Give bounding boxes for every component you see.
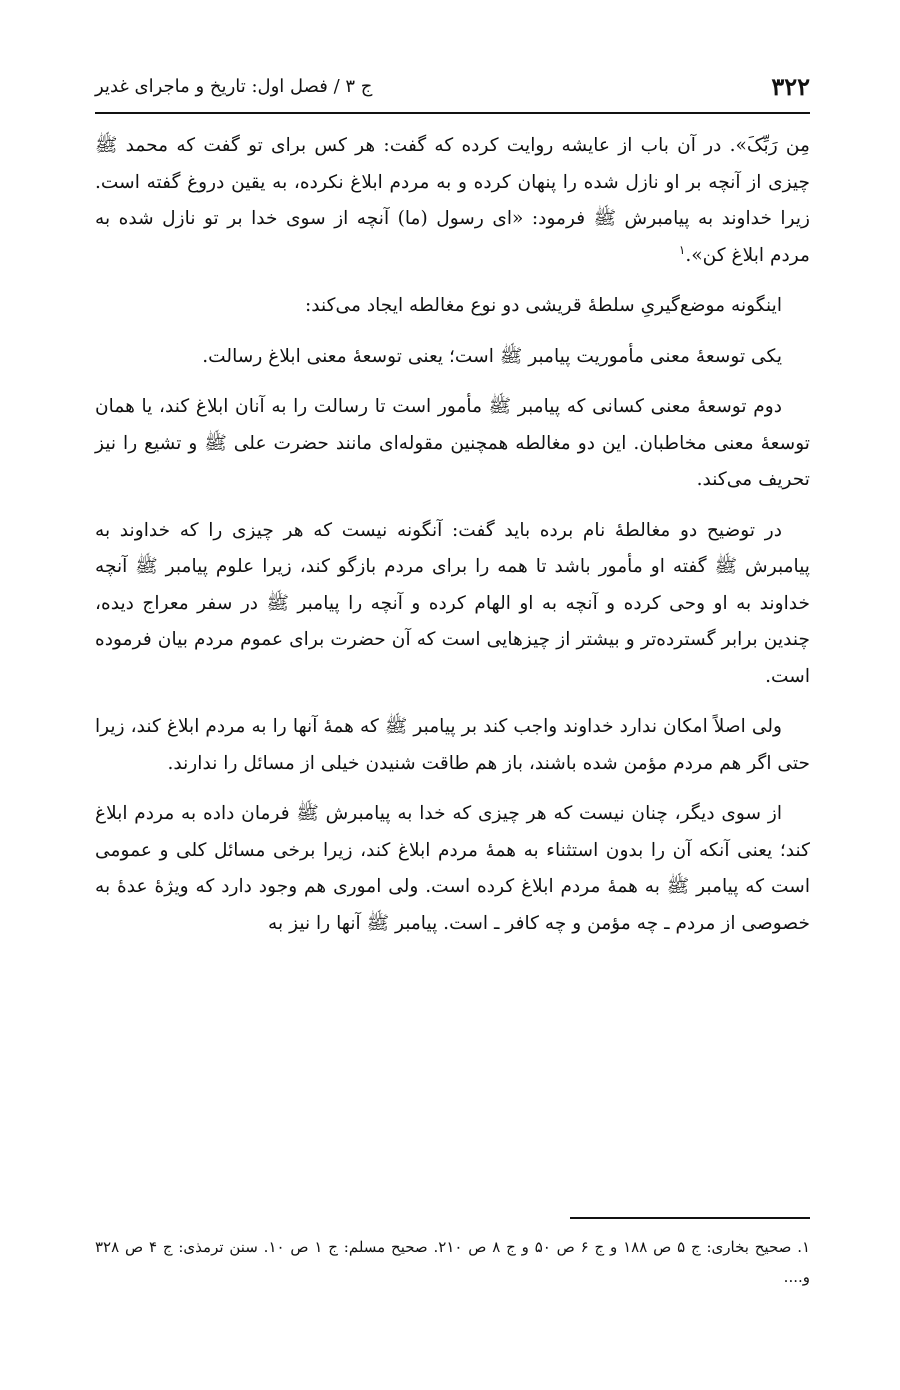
book-page xyxy=(95,60,810,1340)
footnotes xyxy=(95,1232,810,1292)
paragraph: اینگونه موضع‌گیریِ سلطهٔ قریشی دو نوع مغالطه ایجاد می‌کند: xyxy=(305,295,782,316)
running-header xyxy=(95,60,810,114)
footnote-divider xyxy=(570,1217,810,1219)
paragraph: در توضیح دو مغالطهٔ نام برده باید گفت: آنگونه نیست که هر چیزی را که خداوند به پیامبرش ﷺ گفته او مأمور باشد تا همه را برای مردم بازگو کند، زیرا علوم پیامبر ﷺ آنچه خداوند به او وحی کرده و آنچه به او الهام کرده و آنچه را پیامبر ﷺ در سفر معراج دیده، چندین برابر گسترده‌تر و بیشتر از چیزهایی است که آن حضرت برای عموم مردم بیان فرموده است. xyxy=(95,519,810,687)
paragraph: از سوی دیگر، چنان نیست که هر چیزی که خدا به پیامبرش ﷺ فرمان داده به مردم ابلاغ کند؛ یعنی آنکه آن را بدون استثناء به همهٔ مردم ابلاغ کند، زیرا برخی مسائل کلی و عمومی است که پیامبر ﷺ به همهٔ مردم ابلاغ کرده است. ولی اموری هم وجود دارد که ویژهٔ عدهٔ به خصوصی از مردم ـ چه مؤمن و چه کافر ـ است. پیامبر ﷺ آنها را نیز به xyxy=(95,803,810,934)
chapter-title: ج ۳ / فصل اول: تاریخ و ماجرای غدیر xyxy=(95,76,373,97)
page-number: ۳۲۲ xyxy=(771,72,810,101)
paragraph: یکی توسعهٔ معنی مأموریت پیامبر ﷺ است؛ یعنی توسعهٔ معنی ابلاغ رسالت. xyxy=(202,345,782,367)
paragraph: مِن رَبِّکَ». در آن باب از عایشه روایت کرده که گفت: هر کس برای تو گفت که محمد ﷺ چیزی از آنچه بر او نازل شده را پنهان کرده و به مردم ابلاغ نکرده، به یقین دروغ گفته است. زیرا خداوند به پیامبرش ﷺ فرمود: «ای رسول (ما) آنچه از سوی خدا بر تو نازل شده به مردم ابلاغ کن».$^۱$ xyxy=(95,135,810,266)
body-text xyxy=(95,128,810,942)
footnote: ۱. صحیح بخاری: ج ۵ ص ۱۸۸ و ج ۶ ص ۵۰ و ج ۸ ص ۲۱۰. صحیح مسلم: ج ۱ ص ۱۰. سنن ترمذی: ج ۴ ص ۳۲۸ و.... xyxy=(95,1238,811,1286)
paragraph: ولی اصلاً امکان ندارد خداوند واجب کند بر پیامبر ﷺ که همهٔ آنها را به مردم ابلاغ کند، زیرا حتی اگر هم مردم مؤمن شده باشند، باز هم طاقت شنیدن خیلی از مسائل را ندارند. xyxy=(95,716,810,774)
paragraph: دوم توسعهٔ معنی کسانی که پیامبر ﷺ مأمور است تا رسالت را به آنان ابلاغ کند، یا همان توسعهٔ معنی مخاطبان. این دو مغالطه همچنین مقوله‌ای مانند حضرت علی ﷺ و تشیع را نیز تحریف می‌کند. xyxy=(95,396,810,490)
footnote-reference[interactable]: ۱ xyxy=(678,242,686,257)
